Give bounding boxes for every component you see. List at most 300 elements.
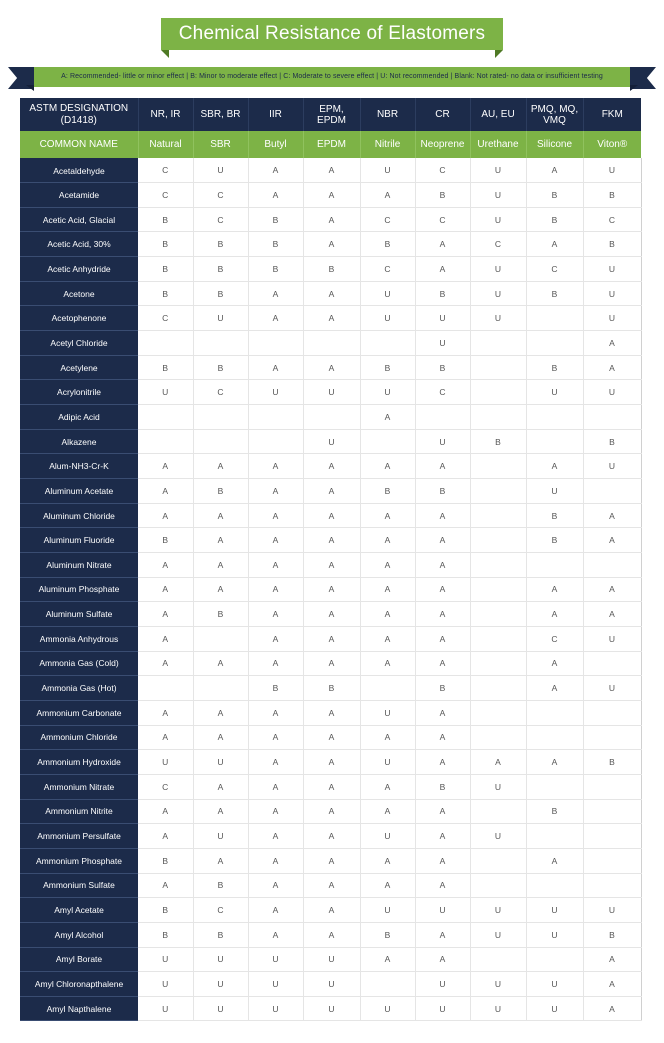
rating-cell: B	[583, 922, 641, 947]
rating-cell: U	[193, 824, 248, 849]
rating-cell: B	[303, 676, 360, 701]
rating-cell: U	[526, 380, 583, 405]
rating-cell: B	[526, 355, 583, 380]
rating-cell	[303, 405, 360, 430]
rating-cell: A	[583, 355, 641, 380]
rating-cell: U	[303, 996, 360, 1021]
rating-cell: A	[248, 848, 303, 873]
rating-cell: U	[360, 898, 415, 923]
rating-cell	[583, 774, 641, 799]
rating-cell: A	[248, 922, 303, 947]
table-row	[20, 503, 641, 528]
rating-cell: A	[415, 626, 470, 651]
table-row	[20, 750, 641, 775]
rating-cell: A	[415, 651, 470, 676]
table-row	[20, 405, 641, 430]
rating-cell: A	[303, 824, 360, 849]
rating-cell: U	[303, 380, 360, 405]
chemical-name: Ammonium Nitrate	[20, 774, 138, 799]
rating-cell: C	[193, 380, 248, 405]
astm-col-header: NR, IR	[138, 98, 193, 131]
rating-cell: B	[193, 873, 248, 898]
resistance-table	[20, 98, 642, 1021]
table-row	[20, 922, 641, 947]
rating-cell: A	[360, 626, 415, 651]
common-col-header: Natural	[138, 131, 193, 158]
table-row	[20, 257, 641, 282]
astm-designation-header	[20, 98, 138, 131]
rating-cell: U	[470, 281, 526, 306]
rating-cell: B	[248, 676, 303, 701]
rating-cell: B	[526, 183, 583, 208]
rating-cell: U	[470, 774, 526, 799]
rating-cell: A	[193, 774, 248, 799]
rating-cell	[526, 306, 583, 331]
table-row	[20, 848, 641, 873]
rating-cell: U	[193, 972, 248, 997]
rating-cell: U	[526, 898, 583, 923]
rating-cell: U	[583, 380, 641, 405]
rating-cell: U	[360, 281, 415, 306]
rating-cell	[526, 429, 583, 454]
table-row	[20, 355, 641, 380]
common-col-header: SBR	[193, 131, 248, 158]
rating-cell: B	[138, 922, 193, 947]
rating-cell: B	[248, 232, 303, 257]
table-row	[20, 700, 641, 725]
rating-cell: A	[360, 799, 415, 824]
rating-cell: A	[303, 922, 360, 947]
rating-cell: C	[415, 207, 470, 232]
rating-cell: B	[415, 774, 470, 799]
rating-cell: B	[526, 207, 583, 232]
rating-cell: U	[583, 676, 641, 701]
rating-cell	[193, 676, 248, 701]
rating-cell: B	[138, 257, 193, 282]
rating-cell: B	[415, 281, 470, 306]
rating-cell: A	[415, 577, 470, 602]
rating-cell: A	[248, 626, 303, 651]
rating-cell: A	[138, 725, 193, 750]
rating-cell: U	[470, 824, 526, 849]
rating-cell: U	[248, 972, 303, 997]
rating-cell: A	[415, 553, 470, 578]
rating-cell: A	[303, 848, 360, 873]
rating-cell: A	[526, 602, 583, 627]
rating-cell: A	[526, 158, 583, 183]
astm-col-header: NBR	[360, 98, 415, 131]
table-row	[20, 799, 641, 824]
rating-cell	[193, 405, 248, 430]
rating-cell: A	[138, 824, 193, 849]
rating-cell: A	[138, 700, 193, 725]
rating-cell: A	[193, 503, 248, 528]
rating-cell: A	[303, 626, 360, 651]
rating-cell: A	[360, 848, 415, 873]
rating-cell: A	[248, 183, 303, 208]
table-row	[20, 626, 641, 651]
rating-cell: U	[248, 947, 303, 972]
rating-cell: A	[360, 774, 415, 799]
astm-label: ASTM DESIGNATION	[29, 102, 129, 114]
rating-cell: A	[138, 626, 193, 651]
rating-cell: A	[303, 306, 360, 331]
rating-cell: U	[470, 183, 526, 208]
rating-cell: A	[248, 355, 303, 380]
rating-cell: A	[526, 651, 583, 676]
table-row	[20, 331, 641, 356]
rating-cell: B	[360, 479, 415, 504]
rating-cell	[470, 479, 526, 504]
chemical-name: Acetic Acid, 30%	[20, 232, 138, 257]
title-fold-right	[495, 50, 503, 58]
rating-cell: U	[583, 898, 641, 923]
rating-cell: U	[470, 972, 526, 997]
rating-cell	[583, 848, 641, 873]
rating-cell	[470, 873, 526, 898]
rating-cell: A	[303, 898, 360, 923]
rating-cell: U	[415, 429, 470, 454]
rating-cell: B	[138, 232, 193, 257]
rating-cell: A	[415, 947, 470, 972]
rating-cell: A	[193, 700, 248, 725]
rating-cell: A	[583, 947, 641, 972]
rating-cell: U	[193, 750, 248, 775]
rating-cell: A	[415, 503, 470, 528]
rating-cell: U	[415, 898, 470, 923]
chemical-name: Ammonia Anhydrous	[20, 626, 138, 651]
legend-fold-right	[630, 85, 638, 91]
rating-cell: A	[248, 824, 303, 849]
chemical-name: Amyl Alcohol	[20, 922, 138, 947]
table-row	[20, 553, 641, 578]
rating-cell: A	[415, 750, 470, 775]
rating-cell: A	[360, 651, 415, 676]
rating-cell: A	[303, 799, 360, 824]
chemical-name: Ammonia Gas (Cold)	[20, 651, 138, 676]
astm-col-header: IIR	[248, 98, 303, 131]
rating-cell	[526, 725, 583, 750]
chemical-name: Ammonium Hydroxide	[20, 750, 138, 775]
rating-cell: B	[415, 183, 470, 208]
rating-cell: A	[526, 848, 583, 873]
rating-cell: C	[583, 207, 641, 232]
chemical-name: Ammonium Carbonate	[20, 700, 138, 725]
common-col-header: Viton®	[583, 131, 641, 158]
rating-cell	[470, 700, 526, 725]
rating-cell	[248, 405, 303, 430]
rating-cell: A	[303, 454, 360, 479]
chemical-name: Alkazene	[20, 429, 138, 454]
rating-cell: A	[303, 602, 360, 627]
rating-cell: A	[470, 750, 526, 775]
rating-cell: A	[415, 602, 470, 627]
rating-cell	[526, 824, 583, 849]
rating-cell: B	[526, 281, 583, 306]
chemical-name: Amyl Borate	[20, 947, 138, 972]
table-row	[20, 454, 641, 479]
astm-col-header: EPM, EPDM	[303, 98, 360, 131]
chemical-name: Alum-NH3-Cr-K	[20, 454, 138, 479]
rating-cell: B	[138, 528, 193, 553]
rating-cell: A	[360, 947, 415, 972]
rating-cell: A	[138, 651, 193, 676]
rating-cell: A	[303, 232, 360, 257]
table-row	[20, 577, 641, 602]
rating-cell: A	[248, 503, 303, 528]
rating-cell: U	[470, 306, 526, 331]
rating-cell: A	[193, 848, 248, 873]
rating-cell: A	[138, 479, 193, 504]
rating-cell: A	[303, 873, 360, 898]
table-row	[20, 774, 641, 799]
table-row	[20, 281, 641, 306]
rating-cell: A	[415, 799, 470, 824]
rating-cell: U	[526, 996, 583, 1021]
table-row	[20, 602, 641, 627]
rating-cell: A	[138, 503, 193, 528]
chemical-name: Ammonium Nitrite	[20, 799, 138, 824]
rating-cell: B	[193, 257, 248, 282]
title-banner	[161, 18, 503, 58]
rating-cell: B	[415, 355, 470, 380]
rating-cell	[583, 553, 641, 578]
legend-fold-left	[26, 85, 34, 91]
rating-cell	[470, 799, 526, 824]
chemical-name: Acetyl Chloride	[20, 331, 138, 356]
title-fold-left	[161, 50, 169, 58]
rating-cell: C	[193, 207, 248, 232]
chemical-name: Acetophenone	[20, 306, 138, 331]
rating-cell: U	[415, 331, 470, 356]
rating-cell: C	[415, 380, 470, 405]
rating-cell: B	[583, 232, 641, 257]
rating-cell: A	[248, 725, 303, 750]
rating-cell	[470, 503, 526, 528]
rating-cell: A	[583, 996, 641, 1021]
rating-cell	[583, 725, 641, 750]
rating-cell	[360, 331, 415, 356]
rating-cell: A	[303, 750, 360, 775]
rating-cell: B	[303, 257, 360, 282]
rating-cell	[138, 676, 193, 701]
rating-cell: U	[360, 996, 415, 1021]
rating-cell	[470, 380, 526, 405]
rating-cell: U	[138, 947, 193, 972]
rating-cell: U	[526, 922, 583, 947]
rating-cell	[470, 577, 526, 602]
table-row	[20, 972, 641, 997]
rating-cell	[193, 626, 248, 651]
chemical-name: Amyl Chloronapthalene	[20, 972, 138, 997]
rating-cell: A	[303, 281, 360, 306]
rating-cell: A	[526, 232, 583, 257]
rating-cell	[470, 405, 526, 430]
rating-cell: B	[583, 750, 641, 775]
common-col-header: Urethane	[470, 131, 526, 158]
rating-cell: U	[415, 972, 470, 997]
table-row	[20, 947, 641, 972]
rating-cell: C	[138, 183, 193, 208]
chemical-name: Aluminum Sulfate	[20, 602, 138, 627]
rating-cell: U	[583, 281, 641, 306]
astm-col-header: CR	[415, 98, 470, 131]
table-row	[20, 824, 641, 849]
rating-cell: A	[415, 725, 470, 750]
rating-cell: A	[303, 183, 360, 208]
common-col-header: Nitrile	[360, 131, 415, 158]
chemical-name: Amyl Napthalene	[20, 996, 138, 1021]
rating-cell: U	[360, 824, 415, 849]
rating-cell	[248, 331, 303, 356]
rating-cell: B	[248, 257, 303, 282]
rating-cell: U	[470, 898, 526, 923]
rating-cell	[583, 405, 641, 430]
chemical-name: Ammonium Persulfate	[20, 824, 138, 849]
rating-cell	[193, 429, 248, 454]
common-name-header-row	[20, 131, 641, 158]
rating-cell: B	[583, 183, 641, 208]
legend-banner	[8, 67, 656, 93]
rating-cell: A	[360, 725, 415, 750]
table-row	[20, 207, 641, 232]
rating-cell	[248, 429, 303, 454]
rating-cell: A	[248, 873, 303, 898]
rating-cell: A	[248, 158, 303, 183]
rating-cell: A	[303, 651, 360, 676]
rating-cell: A	[360, 454, 415, 479]
rating-cell: A	[360, 873, 415, 898]
chemical-name: Acetic Anhydride	[20, 257, 138, 282]
rating-cell: U	[303, 429, 360, 454]
table-row	[20, 183, 641, 208]
rating-cell: B	[138, 848, 193, 873]
chemical-name: Acetylene	[20, 355, 138, 380]
chemical-name: Ammonia Gas (Hot)	[20, 676, 138, 701]
rating-cell: A	[415, 824, 470, 849]
table-row	[20, 676, 641, 701]
rating-cell: U	[360, 306, 415, 331]
rating-cell: A	[526, 676, 583, 701]
table-row	[20, 158, 641, 183]
rating-cell: A	[248, 700, 303, 725]
rating-cell: A	[303, 528, 360, 553]
rating-cell: B	[470, 429, 526, 454]
rating-cell	[583, 799, 641, 824]
rating-cell	[415, 405, 470, 430]
chemical-name: Ammonium Chloride	[20, 725, 138, 750]
rating-cell: B	[360, 922, 415, 947]
rating-cell: A	[526, 750, 583, 775]
table-row	[20, 873, 641, 898]
rating-cell: A	[415, 454, 470, 479]
rating-cell: C	[138, 306, 193, 331]
rating-cell: B	[360, 355, 415, 380]
rating-cell	[583, 651, 641, 676]
rating-cell	[526, 405, 583, 430]
rating-cell: U	[415, 306, 470, 331]
common-name-header: COMMON NAME	[20, 131, 138, 158]
rating-cell: U	[360, 380, 415, 405]
rating-cell	[470, 454, 526, 479]
rating-cell: U	[138, 750, 193, 775]
rating-cell: A	[248, 898, 303, 923]
rating-cell: A	[415, 257, 470, 282]
rating-cell: A	[138, 873, 193, 898]
rating-cell: U	[138, 972, 193, 997]
rating-cell: U	[415, 996, 470, 1021]
rating-cell: U	[583, 454, 641, 479]
rating-cell: B	[526, 528, 583, 553]
rating-cell: U	[193, 947, 248, 972]
rating-cell: U	[303, 972, 360, 997]
rating-cell	[470, 626, 526, 651]
rating-cell: A	[193, 528, 248, 553]
rating-cell: U	[470, 257, 526, 282]
rating-cell: C	[138, 774, 193, 799]
rating-cell: A	[360, 602, 415, 627]
table-row	[20, 232, 641, 257]
rating-cell: A	[303, 355, 360, 380]
table-row	[20, 429, 641, 454]
rating-cell: U	[583, 626, 641, 651]
table-row	[20, 479, 641, 504]
common-col-header: Butyl	[248, 131, 303, 158]
rating-cell	[470, 651, 526, 676]
rating-cell	[526, 553, 583, 578]
chemical-name: Acetaldehyde	[20, 158, 138, 183]
common-col-header: Silicone	[526, 131, 583, 158]
rating-cell: A	[193, 577, 248, 602]
rating-cell: A	[415, 232, 470, 257]
rating-cell: A	[360, 528, 415, 553]
table-body	[20, 158, 641, 1021]
chemical-name: Amyl Acetate	[20, 898, 138, 923]
rating-cell: A	[138, 799, 193, 824]
chemical-name: Acetamide	[20, 183, 138, 208]
rating-cell: A	[303, 553, 360, 578]
table-row	[20, 898, 641, 923]
table-row	[20, 380, 641, 405]
rating-cell: C	[526, 257, 583, 282]
rating-cell: U	[193, 158, 248, 183]
rating-cell: B	[583, 429, 641, 454]
rating-cell: A	[360, 405, 415, 430]
astm-col-header: PMQ, MQ, VMQ	[526, 98, 583, 131]
rating-cell: A	[583, 503, 641, 528]
rating-cell: U	[138, 380, 193, 405]
rating-cell	[526, 873, 583, 898]
rating-cell: B	[526, 503, 583, 528]
chemical-name: Acrylonitrile	[20, 380, 138, 405]
rating-cell: A	[303, 725, 360, 750]
astm-col-header: SBR, BR	[193, 98, 248, 131]
rating-cell	[583, 700, 641, 725]
rating-cell: A	[583, 972, 641, 997]
rating-cell: A	[415, 700, 470, 725]
rating-cell	[360, 972, 415, 997]
rating-cell: A	[360, 503, 415, 528]
rating-cell	[360, 429, 415, 454]
table-row	[20, 528, 641, 553]
rating-cell: A	[303, 700, 360, 725]
rating-cell: A	[138, 454, 193, 479]
rating-cell	[470, 331, 526, 356]
rating-cell: U	[303, 947, 360, 972]
rating-cell: A	[193, 651, 248, 676]
rating-cell: A	[248, 281, 303, 306]
rating-cell: A	[138, 553, 193, 578]
